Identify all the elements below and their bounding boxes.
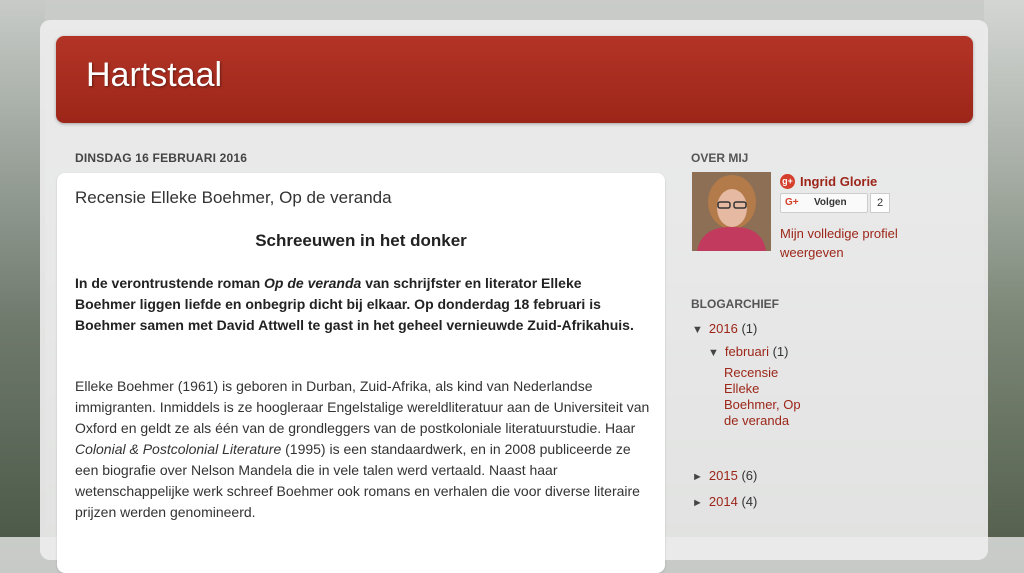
archive-year-2014 xyxy=(692,494,757,509)
google-plus-small-icon: G+ xyxy=(785,197,799,208)
post-intro xyxy=(75,273,645,336)
archive-month-februari xyxy=(708,344,788,359)
full-profile-link[interactable]: Mijn volledige profiel weergeven xyxy=(780,226,898,260)
post-card xyxy=(57,173,665,573)
archive-link-2016[interactable]: 2016 xyxy=(708,321,738,336)
follow-button[interactable] xyxy=(780,193,868,213)
post-title[interactable]: Recensie Elleke Boehmer, Op de veranda xyxy=(75,188,392,207)
profile-photo[interactable] xyxy=(692,172,771,251)
archive-count-2016: (1) xyxy=(741,321,758,336)
follow-label: Volgen xyxy=(814,197,847,208)
about-heading: OVER MIJ xyxy=(691,151,749,165)
background-right xyxy=(984,0,1024,537)
blog-title[interactable]: Hartstaal xyxy=(86,56,223,94)
body-book-title: Colonial & Postcolonial Literature xyxy=(75,441,282,457)
archive-link-2014[interactable]: 2014 xyxy=(708,494,738,509)
archive-count-2015: (6) xyxy=(741,468,758,483)
archive-link-februari[interactable]: februari xyxy=(724,344,769,359)
intro-text-2: van schrijfster en literator Elleke Boehmer liggen liefde en onbegrip dicht bij elkaar. Op donderdag 18 februari is Boehmer samen met David Attwell te gast in het geheel vernieuwde Zuid-Afrikahuis. xyxy=(75,275,634,333)
archive-year-2016 xyxy=(692,321,757,336)
archive-heading: BLOGARCHIEF xyxy=(691,297,779,311)
profile-name[interactable]: Ingrid Glorie xyxy=(800,174,878,189)
body-text-1: Elleke Boehmer (1961) is geboren in Durban, Zuid-Afrika, als kind van Nederlandse immigranten. Inmiddels is ze hoogleraar Engelstalige wereldliteratuur aan de Universiteit van Oxford en geldt ze als één van de grondleggers van de postkoloniale literatuurstudie. Haar xyxy=(75,378,650,436)
background-left xyxy=(0,0,45,537)
archive-link-2015[interactable]: 2015 xyxy=(708,468,738,483)
google-plus-icon: g+ xyxy=(780,174,795,189)
date-header: DINSDAG 16 FEBRUARI 2016 xyxy=(75,151,248,165)
collapse-toggle-icon[interactable]: ▼ xyxy=(708,347,719,359)
archive-count-februari: (1) xyxy=(772,344,789,359)
follow-count: 2 xyxy=(870,193,890,213)
post-body xyxy=(75,376,655,523)
profile-photo-image xyxy=(692,172,771,251)
body-text-2: (1995) is een standaardwerk, en in 2008 publiceerde ze een biografie over Nelson Mandela die in vele talen werd vertaald. Naast haar wetenschappelijke werk schreef Boehmer ook romans en verhalen die voor diverse literaire prijzen werden genomineerd. xyxy=(75,441,640,520)
expand-toggle-icon[interactable]: ► xyxy=(692,497,703,509)
intro-text-1: In de verontrustende roman xyxy=(75,275,265,291)
expand-toggle-icon[interactable]: ► xyxy=(692,471,703,483)
post-subtitle: Schreeuwen in het donker xyxy=(255,231,467,250)
archive-post-link[interactable]: Recensie Elleke Boehmer, Op de veranda xyxy=(724,365,801,428)
collapse-toggle-icon[interactable]: ▼ xyxy=(692,324,703,336)
archive-count-2014: (4) xyxy=(741,494,758,509)
intro-book-title: Op de veranda xyxy=(264,275,362,291)
page-container xyxy=(40,20,988,560)
archive-year-2015 xyxy=(692,468,757,483)
blog-header xyxy=(56,36,973,123)
